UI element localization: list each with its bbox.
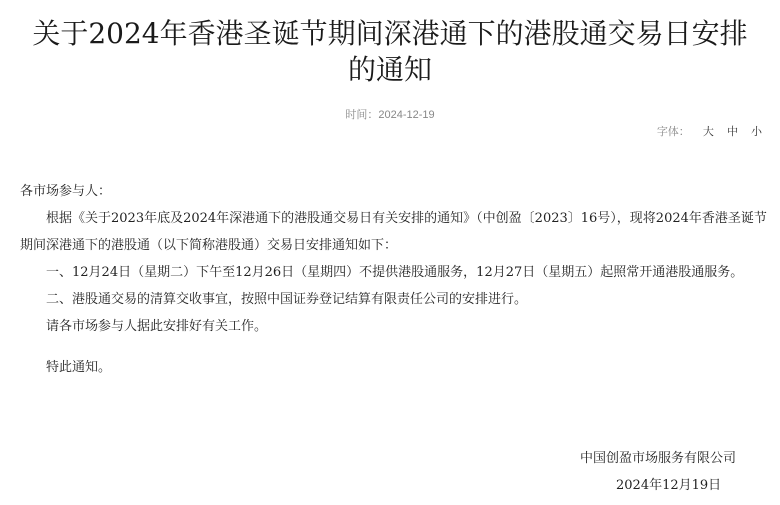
signature-org: 中国创盈市场服务有限公司 <box>580 451 737 466</box>
font-size-medium-button[interactable]: 中 <box>726 126 738 138</box>
notice-body <box>20 178 768 381</box>
signature-date: 2024年12月19日 <box>616 478 722 493</box>
font-size-selector <box>657 123 762 139</box>
publish-date: 2024-12-19 <box>378 109 435 121</box>
paragraph-item-2: 二、港股通交易的清算交收事宜，按照中国证券登记结算有限责任公司的安排进行。 <box>46 292 528 307</box>
notice-title: 关于2024年香港圣诞节期间深港通下的港股通交易日安排的通知 <box>32 17 748 86</box>
font-size-large-button[interactable]: 大 <box>702 126 714 138</box>
paragraph-request: 请各市场参与人据此安排好有关工作。 <box>46 319 268 334</box>
paragraph-basis: 根据《关于2023年底及2024年深港通下的港股通交易日有关安排的通知》（中创盈〔2023〕16号），现将2024年香港圣诞节期间深港通下的港股通（以下简称港股通）交易日安排通知如下： <box>20 211 767 253</box>
font-size-label: 字体： <box>656 126 690 138</box>
font-size-small-button[interactable]: 小 <box>751 126 762 138</box>
closing-text: 特此通知。 <box>46 360 112 375</box>
time-label: 时间： <box>345 109 379 121</box>
paragraph-item-1: 一、12月24日（星期二）下午至12月26日（星期四）不提供港股通服务，12月27日（星期五）起照常开通港股通服务。 <box>46 265 744 280</box>
salutation: 各市场参与人： <box>20 184 112 199</box>
publish-time <box>0 106 780 122</box>
